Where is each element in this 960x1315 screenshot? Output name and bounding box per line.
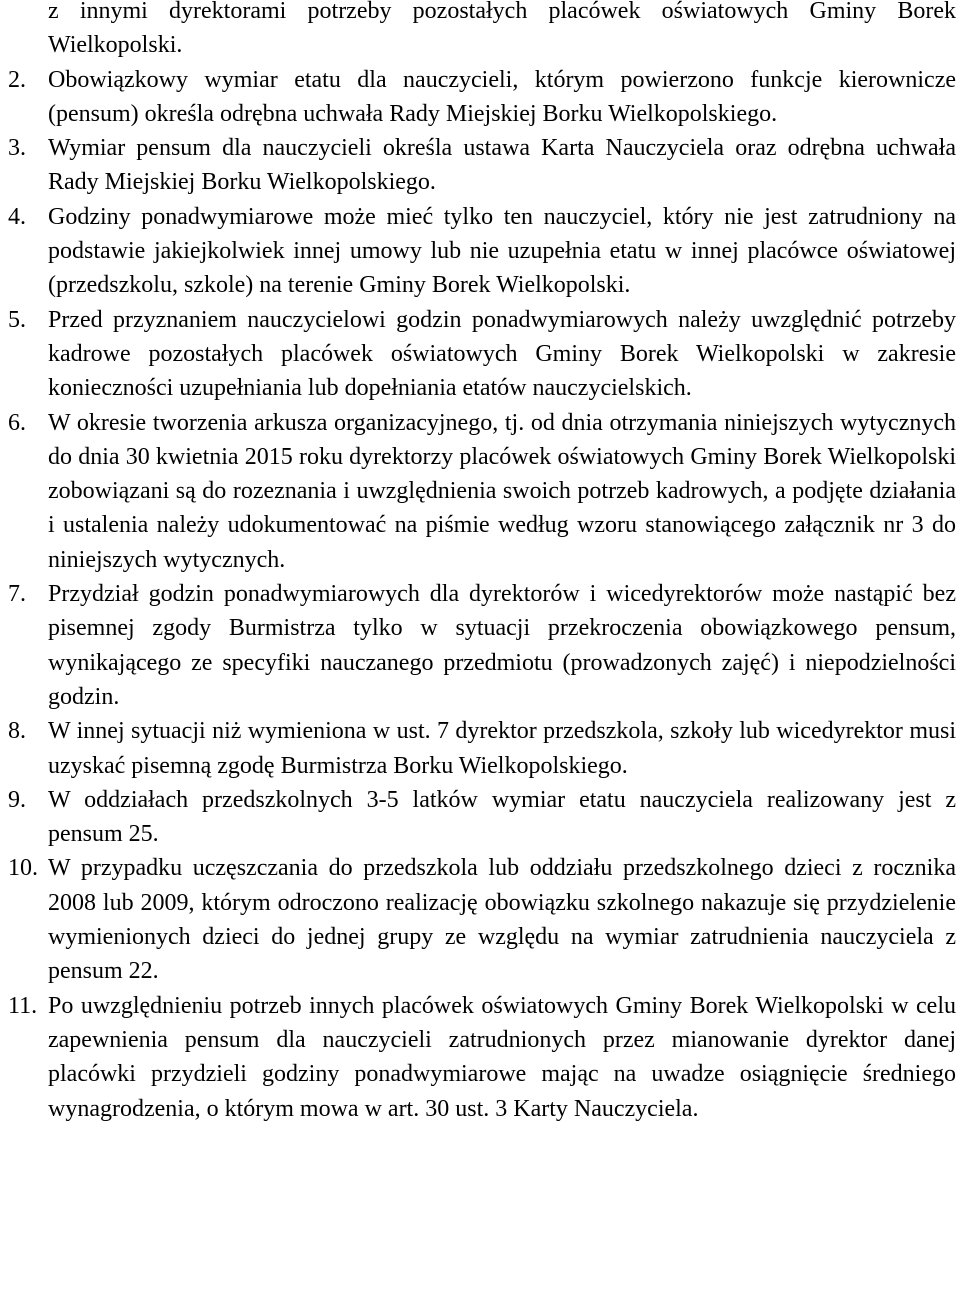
item-text: Po uwzględnieniu potrzeb innych placówek oświatowych Gminy Borek Wielkopolski w celu zapewnienia pensum dla nauczycieli zatrudnionych przez mianowanie dyrektor danej placówki przydzieli godziny ponadwymiarowe mając na uwadze osiągnięcie średniego wynagrodzenia, o którym mowa w art. 30 ust. 3 Karty Nauczyciela.: [48, 992, 956, 1122]
list-item-10: [8, 851, 956, 988]
item-number: 6.: [8, 409, 26, 436]
continuation-paragraph: z innymi dyrektorami potrzeby pozostałych placówek oświatowych Gminy Borek Wielkopolski.: [48, 0, 956, 59]
item-number: 10.: [8, 855, 38, 882]
item-text: Obowiązkowy wymiar etatu dla nauczycieli, którym powierzono funkcje kierownicze (pensum) określa odrębna uchwała Rady Miejskiej Borku Wielkopolskiego.: [48, 66, 956, 127]
list-item-6: [8, 406, 956, 577]
item-number: 4.: [8, 203, 26, 230]
item-number: 5.: [8, 306, 26, 333]
list-item-2: [8, 63, 956, 132]
list-item-5: [8, 303, 956, 406]
item-number: 11.: [8, 992, 38, 1019]
item-text: W przypadku uczęszczania do przedszkola lub oddziału przedszkolnego dzieci z rocznika 2008 lub 2009, którym odroczono realizację obowiązku szkolnego nakazuje się przydzielenie wymienionych dzieci do jednej grupy ze względu na wymiar zatrudnienia nauczyciela z pensum 22.: [48, 855, 956, 985]
item-number: 9.: [8, 786, 26, 813]
item-number: 8.: [8, 718, 26, 745]
list-item-8: [8, 714, 956, 783]
item-text: Wymiar pensum dla nauczycieli określa ustawa Karta Nauczyciela oraz odrębna uchwała Rady Miejskiej Borku Wielkopolskiego.: [48, 135, 956, 196]
item-text: W okresie tworzenia arkusza organizacyjnego, tj. od dnia otrzymania niniejszych wytycznych do dnia 30 kwietnia 2015 roku dyrektorzy placówek oświatowych Gminy Borek Wielkopolski zobowiązani są do rozeznania i uwzględnienia swoich potrzeb kadrowych, a podjęte działania i ustalenia należy udokumentować na piśmie według wzoru stanowiącego załącznik nr 3 do niniejszych wytycznych.: [48, 409, 956, 573]
item-text: Przydział godzin ponadwymiarowych dla dyrektorów i wicedyrektorów może nastąpić bez pisemnej zgody Burmistrza tylko w sytuacji przekroczenia obowiązkowego pensum, wynikającego ze specyfiki nauczanego przedmiotu (prowadzonych zajęć) i niepodzielności godzin.: [48, 581, 956, 710]
item-text: Godziny ponadwymiarowe może mieć tylko ten nauczyciel, który nie jest zatrudniony na podstawie jakiejkolwiek innej umowy lub nie uzupełnia etatu w innej placówce oświatowej (przedszkolu, szkole) na terenie Gminy Borek Wielkopolski.: [48, 203, 956, 299]
list-item-7: [8, 577, 956, 714]
item-number: 2.: [8, 66, 26, 93]
list-item-9: [8, 783, 956, 852]
list-item-4: [8, 200, 956, 303]
item-text: Przed przyznaniem nauczycielowi godzin ponadwymiarowych należy uwzględnić potrzeby kadrowe pozostałych placówek oświatowych Gminy Borek Wielkopolski w zakresie konieczności uzupełniania lub dopełniania etatów nauczycielskich.: [48, 306, 956, 402]
list-item-3: [8, 131, 956, 200]
item-text: W oddziałach przedszkolnych 3-5 latków wymiar etatu nauczyciela realizowany jest z pensum 25.: [48, 786, 956, 848]
item-text: W innej sytuacji niż wymieniona w ust. 7 dyrektor przedszkola, szkoły lub wicedyrektor musi uzyskać pisemną zgodę Burmistrza Borku Wielkopolskiego.: [48, 718, 956, 779]
list-item-11: [8, 989, 956, 1126]
item-number: 7.: [8, 581, 26, 608]
item-number: 3.: [8, 135, 26, 162]
